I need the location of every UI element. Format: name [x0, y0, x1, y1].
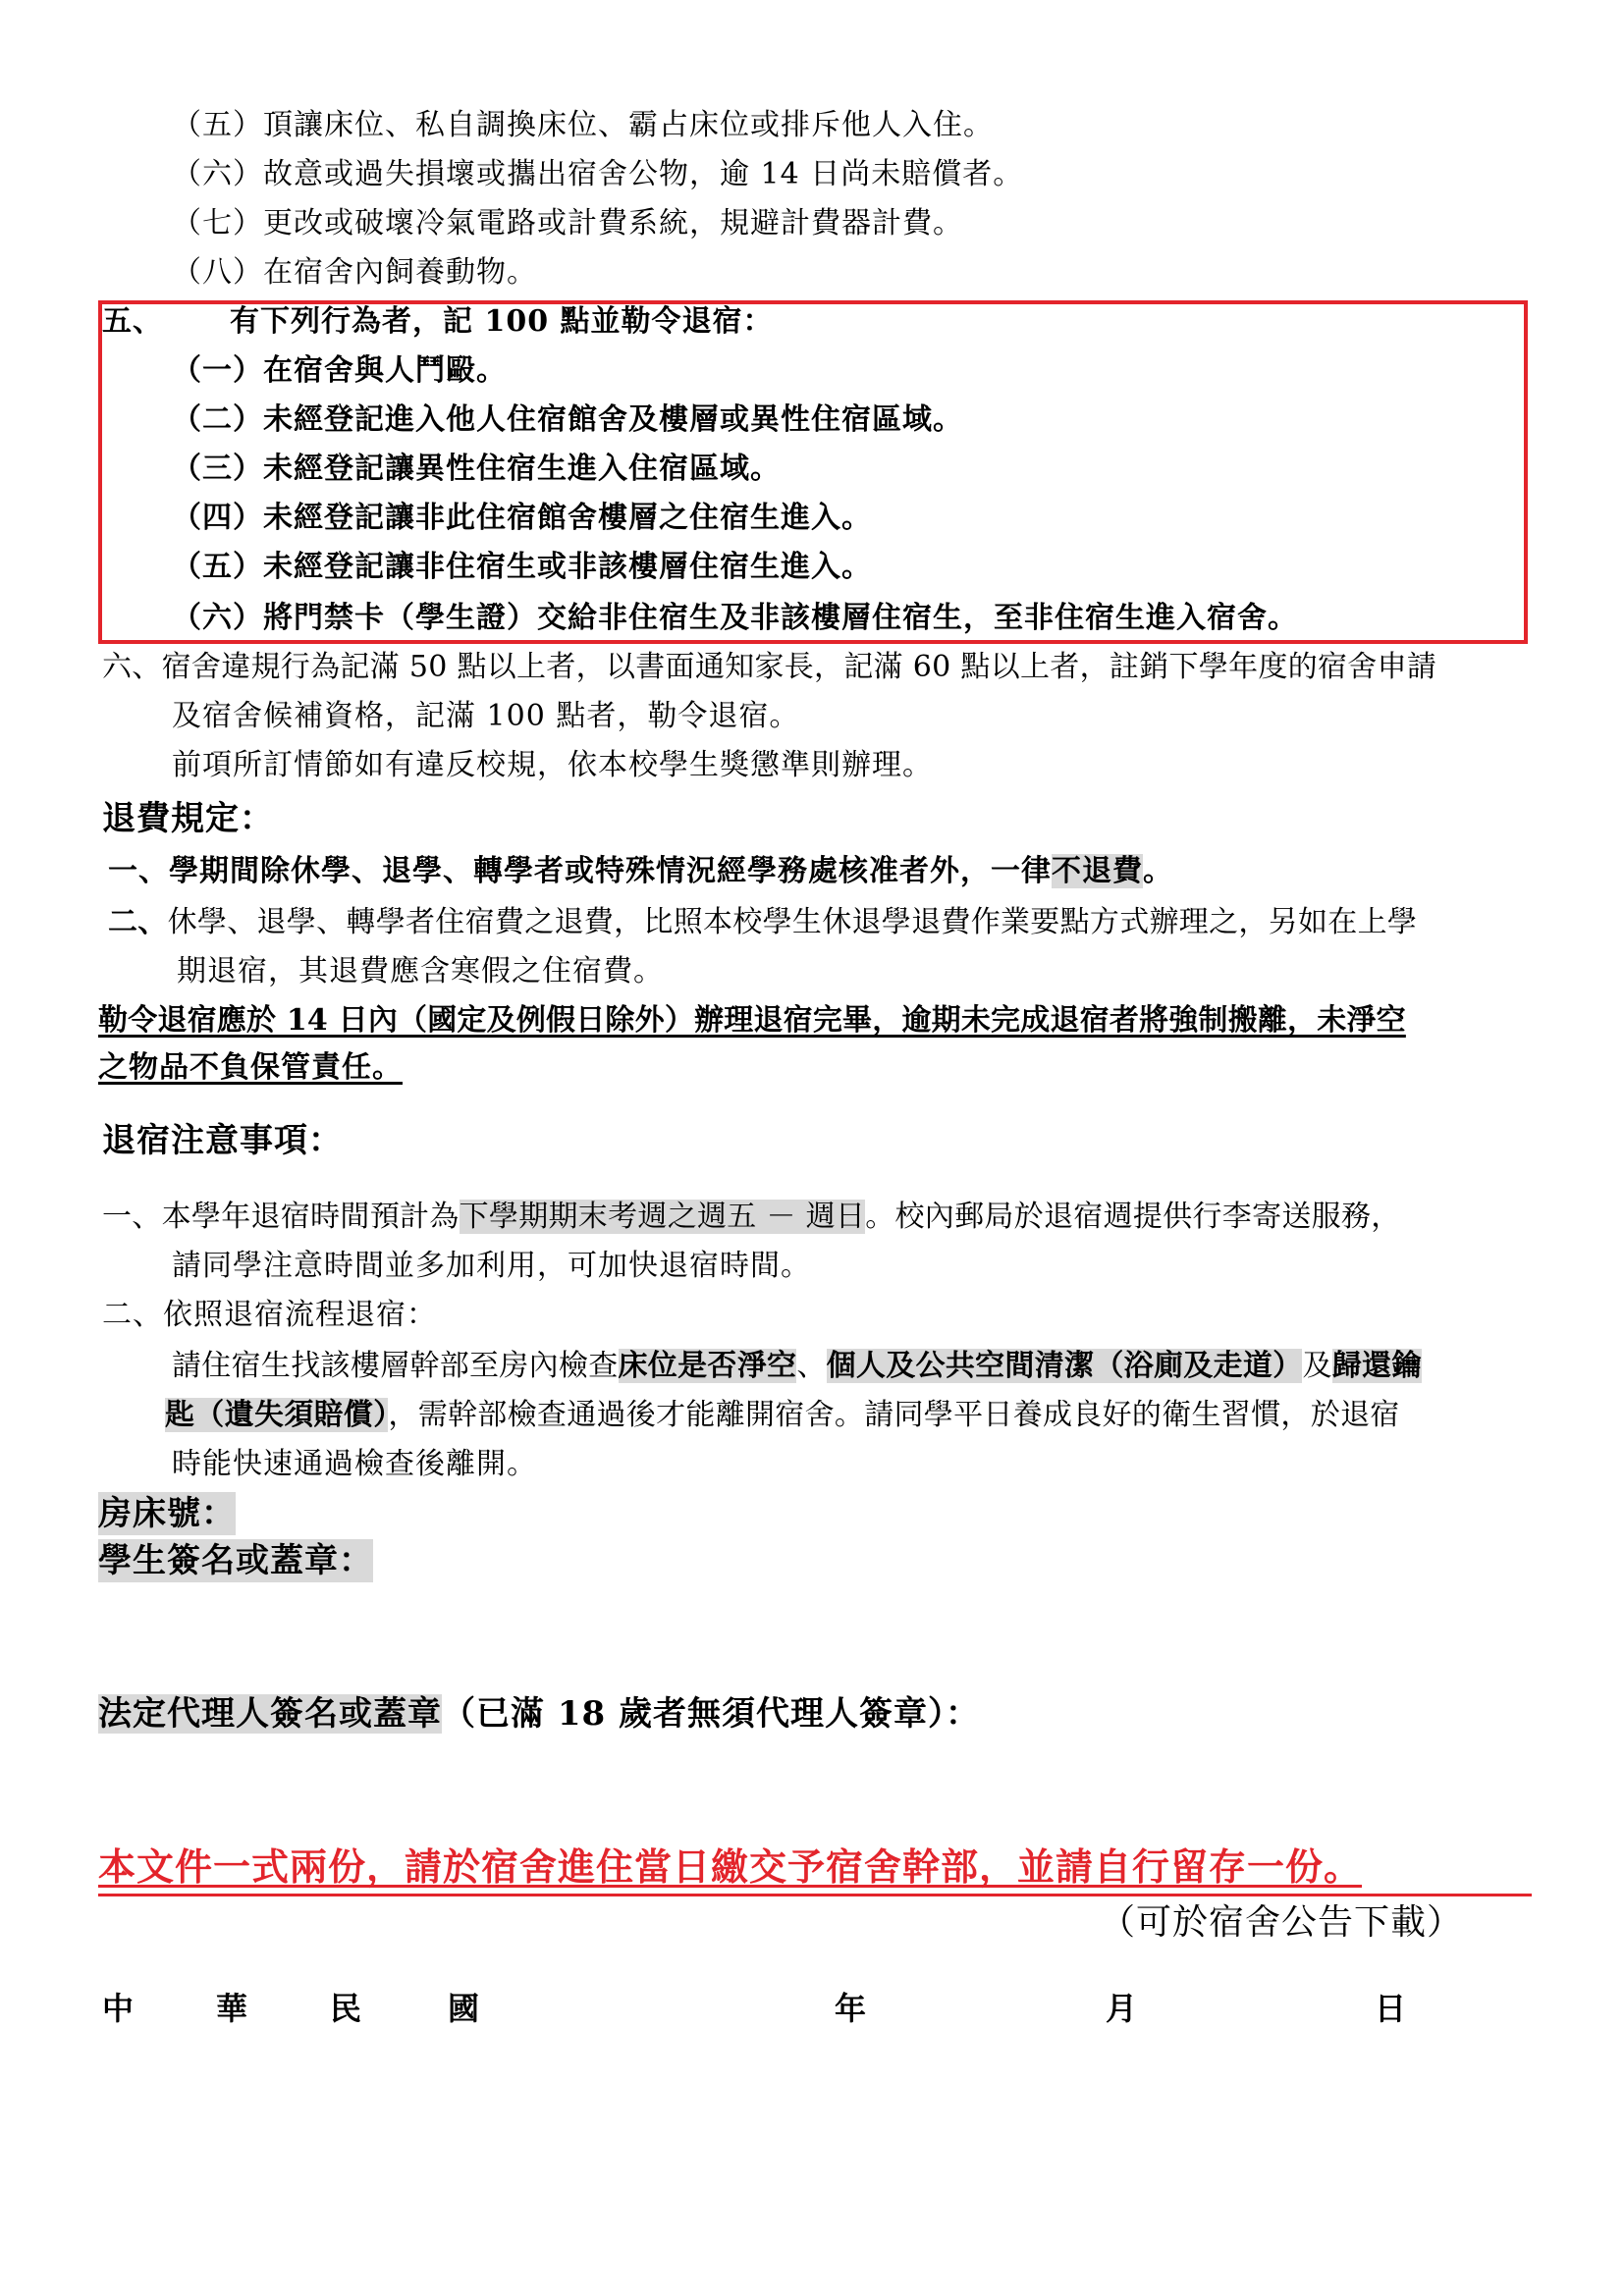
- section5-title: 有下列行為者，記 100 點並勒令退宿：: [230, 304, 774, 339]
- section5-item-4: （四）未經登記讓非此住宿館舍樓層之住宿生進入。: [172, 501, 872, 535]
- refund-item-1: 一、學期間除休學、退學、轉學者或特殊情況經學務處核准者外，一律不退費。: [108, 854, 1173, 888]
- date-year-label: 年: [835, 1990, 867, 2027]
- refund-warning-line-2: 之物品不負保管責任。: [98, 1050, 403, 1085]
- rule-item-7: （七）更改或破壞冷氣電路或計費系統，規避計費器計費。: [172, 206, 963, 240]
- date-char-2: 華: [216, 1990, 248, 2027]
- checkout-heading: 退宿注意事項：: [102, 1121, 343, 1160]
- checkout-item-1-line-2: 請同學注意時間並多加利用，可加快退宿時間。: [172, 1249, 811, 1283]
- checkout-procedure-line-3: 時能快速通過檢查後離開。: [172, 1447, 537, 1481]
- section5-item-1: （一）在宿舍與人鬥毆。: [172, 353, 507, 388]
- download-note: （可於宿舍公告下載）: [1100, 1902, 1464, 1943]
- section5-item-2: （二）未經登記進入他人住宿館舍及樓層或異性住宿區域。: [172, 402, 963, 437]
- section5-number: 五、: [102, 304, 163, 339]
- notice-red-rule: [98, 1894, 1532, 1896]
- section6-line-2: 及宿舍候補資格，記滿 100 點者，勒令退宿。: [172, 699, 800, 733]
- checkout-item-2: 二、依照退宿流程退宿：: [102, 1298, 437, 1332]
- rule-item-6: （六）故意或過失損壞或攜出宿舍公物，逾 14 日尚未賠償者。: [172, 157, 1024, 191]
- section5-item-5: （五）未經登記讓非住宿生或非該樓層住宿生進入。: [172, 550, 872, 584]
- section5-item-3: （三）未經登記讓異性住宿生進入住宿區域。: [172, 452, 781, 486]
- guardian-signature-label: 法定代理人簽名或蓋章（已滿 18 歲者無須代理人簽章）：: [98, 1694, 980, 1734]
- checkout-procedure-line-1: 請住宿生找該樓層幹部至房內檢查床位是否淨空、個人及公共空間清潔（浴廁及走道）及歸還鑰: [172, 1349, 1422, 1383]
- checkout-procedure-line-2: 匙（遺失須賠償），需幹部檢查通過後才能離開宿舍。請同學平日養成良好的衛生習慣，於退宿: [165, 1398, 1400, 1432]
- checkout-period-highlight: 下學期期末考週之週五 － 週日: [459, 1200, 866, 1234]
- student-signature-label: 學生簽名或蓋章：: [98, 1541, 373, 1580]
- rule-item-5: （五）頂讓床位、私自調換床位、霸占床位或排斥他人入住。: [172, 108, 994, 142]
- date-day-label: 日: [1375, 1990, 1407, 2027]
- date-char-3: 民: [330, 1990, 362, 2027]
- date-month-label: 月: [1106, 1990, 1138, 2027]
- submission-notice: 本文件一式兩份，請於宿舍進住當日繳交予宿舍幹部，並請自行留存一份。: [98, 1844, 1363, 1889]
- date-char-4: 國: [448, 1990, 480, 2027]
- date-char-1: 中: [102, 1990, 135, 2027]
- checkout-item-1: 一、本學年退宿時間預計為下學期期末考週之週五 － 週日。校內郵局於退宿週提供行李寄送服務，: [102, 1200, 1401, 1234]
- refund-warning-line-1: 勒令退宿應於 14 日內（國定及例假日除外）辦理退宿完畢，逾期未完成退宿者將強制搬離，未淨空: [98, 1003, 1406, 1038]
- section6-line-3: 前項所訂情節如有違反校規，依本校學生獎懲準則辦理。: [172, 748, 933, 782]
- refund-item-2: 二、休學、退學、轉學者住宿費之退費，比照本校學生休退學退費作業要點方式辦理之，另如在上學: [108, 905, 1418, 939]
- room-bed-label: 房床號：: [98, 1494, 236, 1533]
- section5-item-6: （六）將門禁卡（學生證）交給非住宿生及非該樓層住宿生，至非住宿生進入宿舍。: [172, 601, 1298, 635]
- rule-item-8: （八）在宿舍內飼養動物。: [172, 255, 537, 290]
- no-refund-highlight: 不退費: [1052, 854, 1143, 888]
- section6-line-1: 六、宿舍違規行為記滿 50 點以上者，以書面通知家長，記滿 60 點以上者，註銷下學年度的宿舍申請: [102, 650, 1437, 684]
- refund-heading: 退費規定：: [102, 799, 274, 838]
- refund-item-2-line-2: 期退宿，其退費應含寒假之住宿費。: [177, 954, 664, 988]
